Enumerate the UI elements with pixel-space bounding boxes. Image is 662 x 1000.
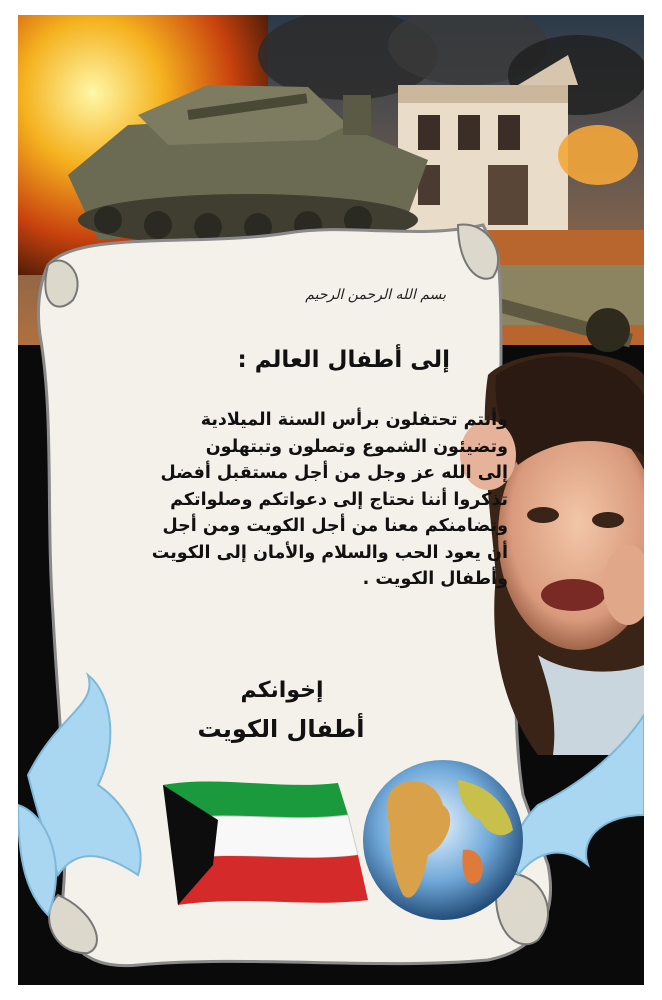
signature-line-1: إخوانكم xyxy=(240,678,324,703)
message-line: وتضامنكم معنا من أجل الكويت ومن أجل xyxy=(162,516,508,536)
message-line: أن يعود الحب والسلام والأمان إلى الكويت xyxy=(151,542,508,563)
message-line: وتضيئون الشموع وتصلون وتبتهلون xyxy=(205,436,508,457)
poster-heading: إلى أطفال العالم : xyxy=(237,347,450,373)
poster-message xyxy=(58,407,508,593)
message-line: تذكروا أننا نحتاج إلى دعواتكم وصلواتكم xyxy=(170,489,508,510)
world-globe xyxy=(363,760,523,920)
message-line: وأنتم تحتفلون برأس السنة الميلادية xyxy=(200,410,508,430)
message-line: وأطفال الكويت . xyxy=(362,569,508,589)
kuwait-flag xyxy=(163,781,368,905)
signature-line-2: أطفال الكويت xyxy=(197,715,365,743)
poster xyxy=(18,15,644,985)
message-line: إلى الله عز وجل من أجل مستقبل أفضل xyxy=(160,463,508,483)
explosion-right xyxy=(558,125,638,185)
basmala-text: بسم الله الرحمن الرحيم xyxy=(305,287,446,303)
